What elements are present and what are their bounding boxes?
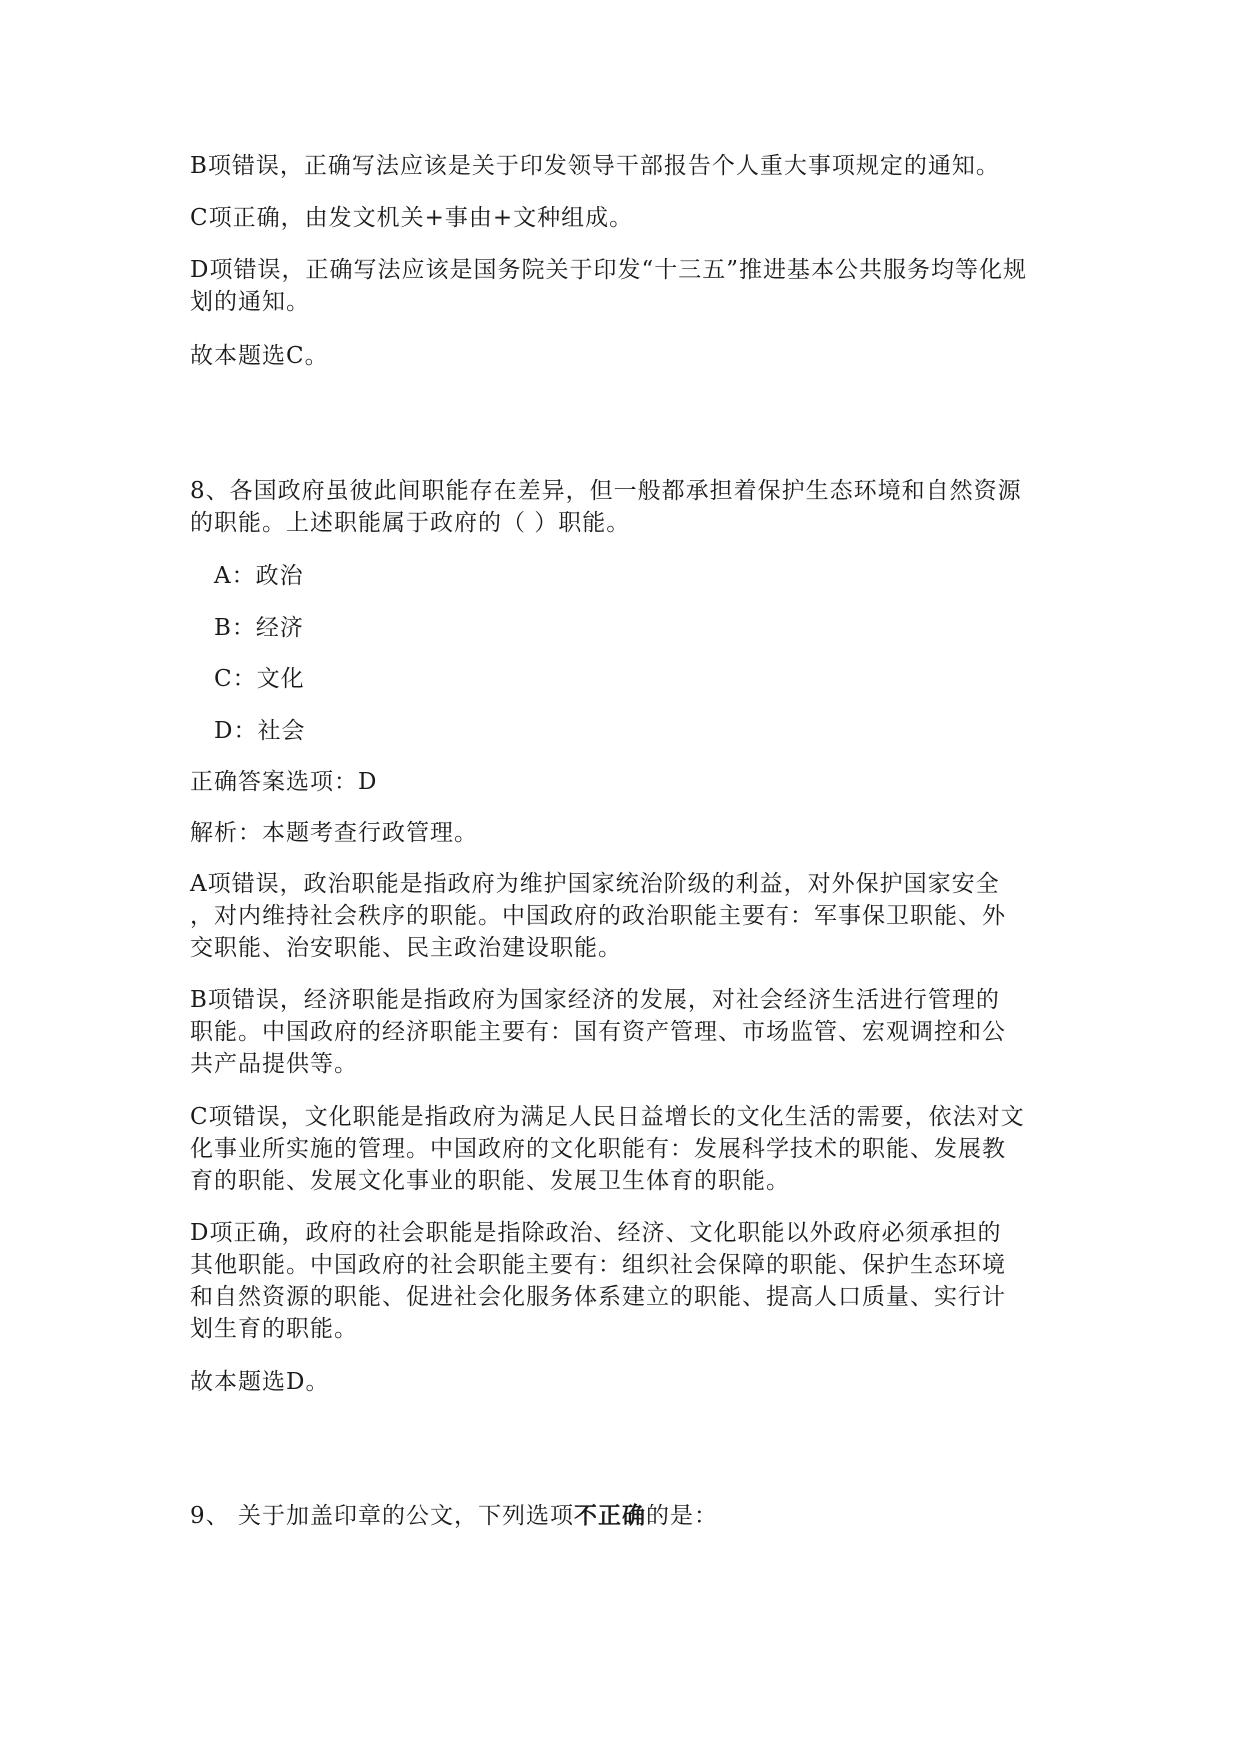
q8-b-explanation-line1: B项错误，经济职能是指政府为国家经济的发展，对社会经济生活进行管理的 [190,987,1000,1013]
q9-stem-emphasis: 不正确 [573,1502,646,1529]
q9-stem-suffix: 的是： [645,1503,718,1529]
prev-b-explanation: B项错误，正确写法应该是关于印发领导干部报告个人重大事项规定的通知。 [190,153,1000,179]
prev-d-explanation-line1: D项错误，正确写法应该是国务院关于印发“十三五”推进基本公共服务均等化规 [190,257,1027,283]
q8-d-explanation-line2: 其他职能。中国政府的社会职能主要有：组织社会保障的职能、保护生态环境 [190,1252,1006,1278]
q9-stem-prefix: 9、 关于加盖印章的公文，下列选项 [190,1503,574,1529]
q8-option-a: A：政治 [214,563,304,589]
q9-stem [190,1500,718,1532]
q8-d-explanation-line4: 划生育的职能。 [190,1316,358,1342]
q8-option-b: B：经济 [214,615,304,641]
q8-option-c: C：文化 [214,666,305,692]
q8-d-explanation-line3: 和自然资源的职能、促进社会化服务体系建立的职能、提高人口质量、实行计 [190,1284,1006,1310]
q8-a-explanation-line3: 交职能、治安职能、民主政治建设职能。 [190,935,622,961]
prev-c-explanation: C项正确，由发文机关+事由+文种组成。 [190,205,634,231]
q8-b-explanation-line2: 职能。中国政府的经济职能主要有：国有资产管理、市场监管、宏观调控和公 [190,1019,1006,1045]
q8-c-explanation-line2: 化事业所实施的管理。中国政府的文化职能有：发展科学技术的职能、发展教 [190,1136,1006,1162]
q8-c-explanation-line1: C项错误，文化职能是指政府为满足人民日益增长的文化生活的需要，依法对文 [190,1104,1025,1130]
q8-analysis: 解析：本题考查行政管理。 [190,820,478,846]
q8-a-explanation-line1: A项错误，政治职能是指政府为维护国家统治阶级的利益，对外保护国家安全 [190,871,1000,897]
q8-c-explanation-line3: 育的职能、发展文化事业的职能、发展卫生体育的职能。 [190,1168,790,1194]
q8-a-explanation-line2: ，对内维持社会秩序的职能。中国政府的政治职能主要有：军事保卫职能、外 [190,903,1006,929]
prev-conclusion: 故本题选C。 [190,343,329,369]
prev-d-explanation-line2: 划的通知。 [190,289,310,315]
q8-b-explanation-line3: 共产品提供等。 [190,1051,358,1077]
q8-stem-line1: 8、各国政府虽彼此间职能存在差异，但一般都承担着保护生态环境和自然资源 [190,478,1022,504]
q8-stem-line2: 的职能。上述职能属于政府的（ ）职能。 [190,510,631,536]
q8-answer: 正确答案选项：D [190,769,378,795]
q8-conclusion: 故本题选D。 [190,1369,330,1395]
q8-d-explanation-line1: D项正确，政府的社会职能是指除政治、经济、文化职能以外政府必须承担的 [190,1220,1002,1246]
q8-option-d: D：社会 [214,718,306,744]
